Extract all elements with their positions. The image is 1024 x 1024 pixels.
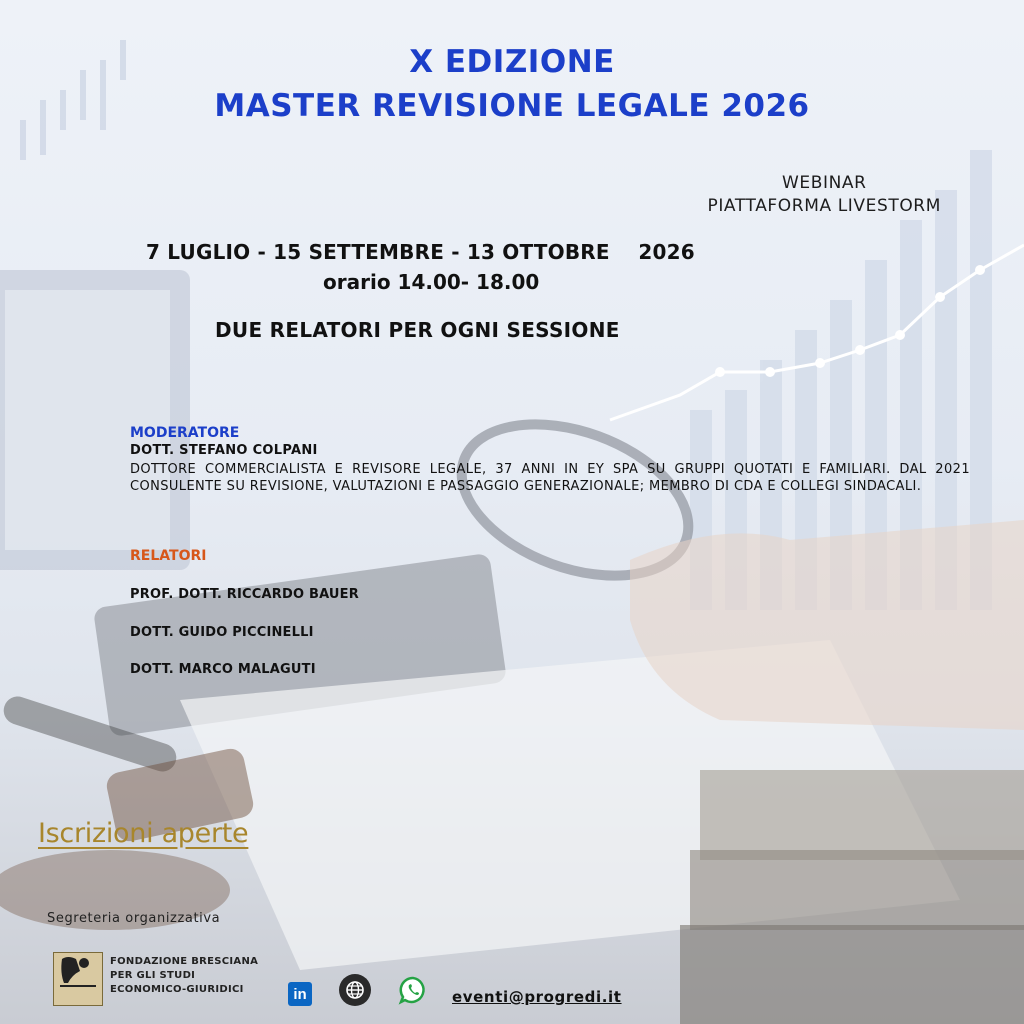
foundation-line: FONDAZIONE BRESCIANA [110,956,259,967]
secretariat-label: Segreteria organizzativa [47,911,221,926]
registration-link[interactable]: Iscrizioni aperte [38,818,249,849]
session-dates: 7 LUGLIO - 15 SETTEMBRE - 13 OTTOBRE 2026 [146,240,695,264]
moderator-label: MODERATORE [130,425,240,441]
speaker-item: PROF. DOTT. RICCARDO BAUER [130,587,359,602]
speakers-note: DUE RELATORI PER OGNI SESSIONE [215,318,620,342]
whatsapp-glyph [398,975,428,1005]
webinar-info [707,172,941,218]
platform-line: PIATTAFORMA LIVESTORM [707,196,941,216]
speaker-item: DOTT. GUIDO PICCINELLI [130,625,314,640]
globe-icon[interactable] [339,974,371,1006]
foundation-name [110,955,258,997]
linkedin-icon[interactable]: in [288,982,312,1006]
speaker-item: DOTT. MARCO MALAGUTI [130,662,316,677]
edition-title: X EDIZIONE [409,44,615,80]
session-hours: orario 14.00- 18.00 [323,270,540,294]
moderator-name: DOTT. STEFANO COLPANI [130,443,318,458]
foundation-logo [53,952,103,1006]
foundation-logo-emblem [54,953,102,1005]
master-title: MASTER REVISIONE LEGALE 2026 [214,88,810,124]
contact-email-link[interactable]: eventi@progredi.it [452,988,622,1006]
foundation-line: PER GLI STUDI [110,970,196,981]
speakers-label: RELATORI [130,548,207,564]
foundation-line: ECONOMICO-GIURIDICI [110,984,244,995]
globe-glyph [345,980,365,1000]
moderator-description: DOTTORE COMMERCIALISTA E REVISORE LEGALE, 37 ANNI IN EY SPA SU GRUPPI QUOTATI E FAMILIARI. DAL 2021 CONSULENTE SU REVISIONE, VALUTAZIONI E PASSAGGIO GENERAZIONALE; MEMBRO DI CDA E COLLEGI SINDACALI. [130,462,970,494]
whatsapp-icon[interactable] [398,975,428,1005]
webinar-line: WEBINAR [781,173,867,193]
